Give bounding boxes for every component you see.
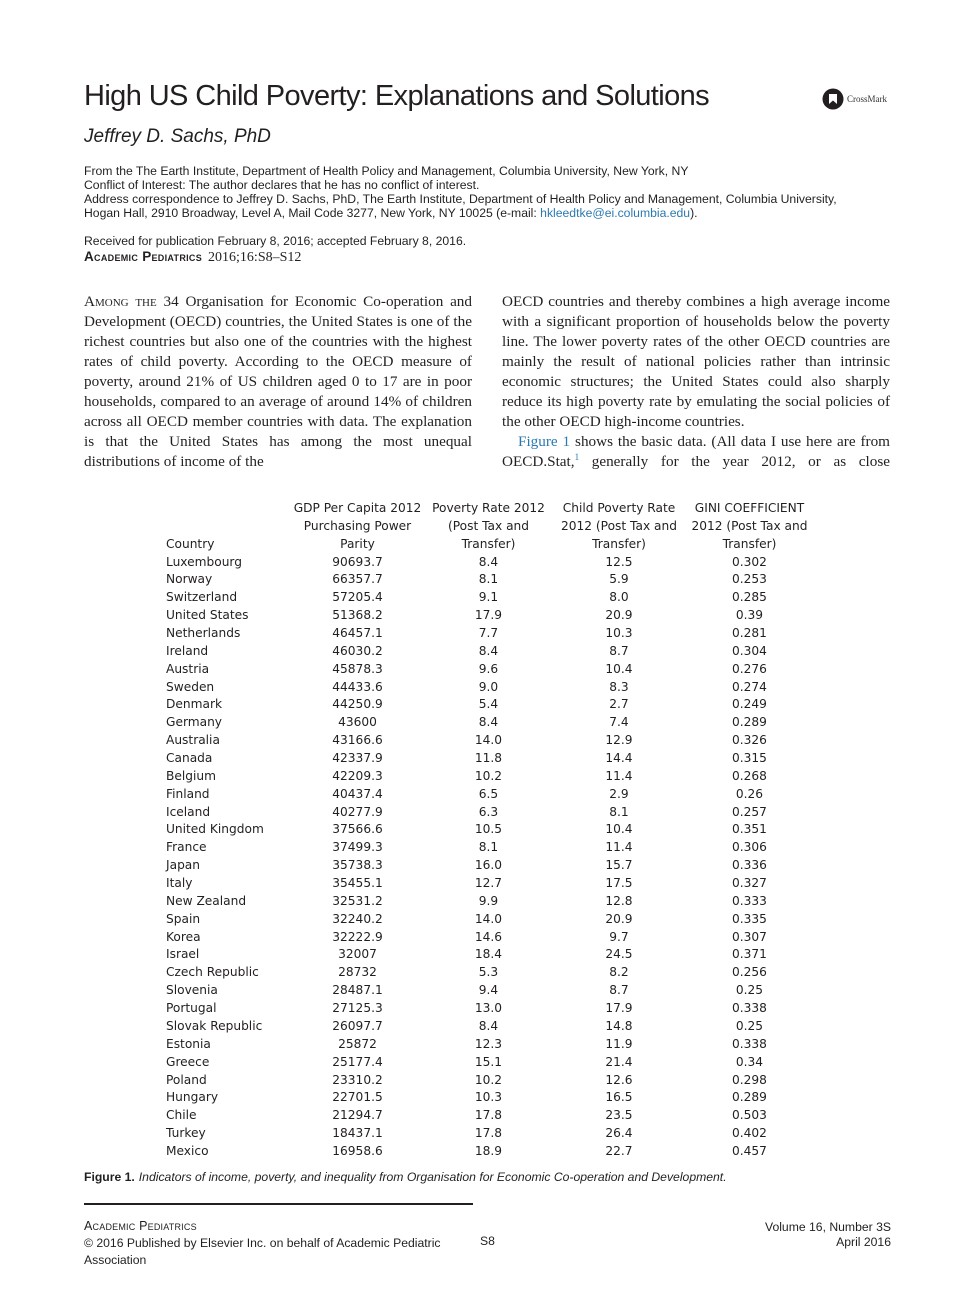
cell-child-poverty: 9.7 (609, 929, 629, 944)
cell-poverty-rate: 8.4 (478, 643, 499, 658)
cell-poverty-rate: 6.5 (478, 786, 499, 801)
cell-gdp: 44433.6 (332, 679, 383, 694)
cell-country: Belgium (166, 768, 216, 783)
affiliation-block (84, 164, 894, 220)
cell-country: Mexico (166, 1143, 209, 1158)
cell-gini: 0.285 (732, 590, 767, 605)
cell-poverty-rate: 9.6 (478, 661, 499, 676)
cell-child-poverty: 12.8 (605, 893, 633, 908)
body-column-left (84, 292, 472, 472)
cell-gdp: 40437.4 (332, 786, 383, 801)
cell-poverty-rate: 14.6 (474, 929, 503, 944)
cell-gdp: 32222.9 (332, 929, 383, 944)
cell-child-poverty: 16.5 (605, 1090, 633, 1105)
cell-country: Czech Republic (166, 965, 259, 980)
cell-country: Portugal (166, 1001, 217, 1016)
cell-gini: 0.307 (732, 929, 767, 944)
cell-gdp: 27125.3 (332, 1001, 383, 1016)
cell-gini: 0.457 (732, 1143, 767, 1158)
journal-citation (84, 249, 301, 266)
figure-ref-text: shows the basic data. (All data I use here are from OECD.Stat, (502, 433, 890, 470)
figure-1-table (166, 500, 815, 1161)
cell-gdp: 35738.3 (332, 858, 383, 873)
table-row (166, 1107, 815, 1125)
table-row (166, 571, 815, 589)
cell-child-poverty: 20.9 (605, 608, 633, 623)
footer-volume: Volume 16, Number 3S (764, 1220, 891, 1234)
address-prefix: Hogan Hall, 2910 Broadway, Level A, Mail Code 3277, New York, NY 10025 (e-mail: (84, 206, 541, 220)
cell-country: Italy (166, 876, 193, 891)
paragraph-figure-ref (502, 432, 890, 472)
cell-poverty-rate: 8.1 (478, 840, 499, 855)
cell-child-poverty: 20.9 (605, 911, 633, 926)
cell-gini: 0.335 (732, 911, 767, 926)
cell-child-poverty: 7.4 (609, 715, 629, 730)
table-body (166, 554, 815, 1161)
cell-gdp: 37566.6 (332, 822, 383, 837)
cell-country: Iceland (166, 804, 211, 819)
cell-country: Sweden (166, 679, 215, 694)
cell-country: Finland (166, 786, 210, 801)
table-row (166, 804, 815, 822)
cell-poverty-rate: 11.8 (474, 751, 503, 766)
cell-gdp: 66357.7 (332, 572, 383, 587)
cell-gini: 0.326 (732, 733, 767, 748)
cell-country: Germany (166, 715, 223, 730)
cell-gdp: 25872 (338, 1036, 377, 1051)
table-row (166, 1072, 815, 1090)
cell-gini: 0.26 (735, 786, 764, 801)
table-row (166, 1000, 815, 1018)
header-poverty-rate: Poverty Rate 2012 (Post Tax and Transfer) (432, 501, 545, 551)
cell-gdp: 16958.6 (332, 1143, 383, 1158)
cell-child-poverty: 12.9 (605, 733, 633, 748)
table-row (166, 893, 815, 911)
cell-gdp: 32240.2 (332, 911, 383, 926)
cell-country: Hungary (166, 1090, 219, 1105)
cell-gdp: 43600 (338, 715, 377, 730)
cell-gdp: 37499.3 (332, 840, 383, 855)
header-country: Country (166, 536, 215, 551)
cell-country: Turkey (166, 1126, 206, 1141)
table-row (166, 625, 815, 643)
cell-country: Denmark (166, 697, 223, 712)
cell-poverty-rate: 10.2 (474, 768, 503, 783)
cell-gdp: 32531.2 (332, 893, 383, 908)
cell-country: Slovenia (166, 983, 218, 998)
cell-child-poverty: 10.4 (605, 822, 633, 837)
table-header-row (166, 500, 815, 554)
cell-gini: 0.274 (732, 679, 767, 694)
cell-child-poverty: 12.6 (605, 1072, 633, 1087)
footer-date: April 2016 (836, 1235, 891, 1249)
cell-poverty-rate: 18.4 (474, 947, 503, 962)
cell-country: France (166, 840, 207, 855)
figure-caption (84, 1170, 727, 1184)
table-row (166, 1125, 815, 1143)
cell-gini: 0.256 (732, 965, 767, 980)
correspondence-address: Address correspondence to Jeffrey D. Sachs, PhD, The Earth Institute, Department of Health Policy and Management, Columbia University, (84, 192, 837, 206)
table-row (166, 875, 815, 893)
cell-country: Spain (166, 911, 201, 926)
cell-child-poverty: 10.3 (605, 626, 633, 641)
table-row (166, 750, 815, 768)
cell-gdp: 23310.2 (332, 1072, 383, 1087)
cell-gini: 0.327 (732, 876, 767, 891)
cell-gdp: 32007 (338, 947, 377, 962)
cell-gini: 0.249 (732, 697, 767, 712)
table-row (166, 714, 815, 732)
page-number: S8 (480, 1234, 495, 1248)
footer-copyright-cont: Association (84, 1253, 147, 1267)
cell-child-poverty: 8.7 (609, 643, 629, 658)
table-row (166, 554, 815, 572)
cell-gini: 0.304 (732, 643, 767, 658)
cell-child-poverty: 23.5 (605, 1108, 633, 1123)
cell-poverty-rate: 14.0 (474, 733, 503, 748)
cell-gdp: 42337.9 (332, 751, 383, 766)
footer-copyright: © 2016 Published by Elsevier Inc. on behalf of Academic Pediatric (84, 1236, 441, 1250)
intro-text: 34 Organisation for Economic Co-operation and Development (OECD) countries, the United States is one of the richest countries but also one of the countries with the highest rates of child poverty. According to the OECD measure of poverty, around 21% of US children aged 0 to 17 are in poor households, compared to an average of around 14% of children across all OECD member countries with data. The explanation is that the United States has among the most unequal distributions of income of the (84, 293, 472, 470)
cell-gdp: 28732 (338, 965, 377, 980)
cell-poverty-rate: 10.5 (474, 822, 503, 837)
cell-gdp: 28487.1 (332, 983, 383, 998)
table-row (166, 732, 815, 750)
cell-gdp: 25177.4 (332, 1054, 383, 1069)
cell-child-poverty: 5.9 (609, 572, 629, 587)
cell-poverty-rate: 9.0 (478, 679, 499, 694)
cell-gdp: 18437.1 (332, 1126, 383, 1141)
figure-1-link[interactable]: Figure 1 (518, 433, 571, 450)
cell-poverty-rate: 13.0 (474, 1001, 503, 1016)
cell-child-poverty: 8.3 (609, 679, 629, 694)
cell-country: Greece (166, 1054, 210, 1069)
cell-gdp: 90693.7 (332, 554, 383, 569)
cell-country: United Kingdom (166, 822, 264, 837)
cell-gdp: 22701.5 (332, 1090, 383, 1105)
cell-country: Ireland (166, 643, 209, 658)
cell-gini: 0.39 (735, 608, 764, 623)
cell-poverty-rate: 17.8 (474, 1108, 503, 1123)
cell-child-poverty: 24.5 (605, 947, 633, 962)
cell-gini: 0.371 (732, 947, 767, 962)
cell-child-poverty: 10.4 (605, 661, 633, 676)
cell-gini: 0.333 (732, 893, 767, 908)
cell-gini: 0.338 (732, 1001, 767, 1016)
cell-gini: 0.289 (732, 1090, 767, 1105)
cell-gini: 0.306 (732, 840, 767, 855)
table-row (166, 1089, 815, 1107)
cell-child-poverty: 12.5 (605, 554, 633, 569)
table-row (166, 643, 815, 661)
table-row (166, 679, 815, 697)
cell-gdp: 35455.1 (332, 876, 383, 891)
footer-rule (84, 1203, 473, 1205)
figure-ref-text-cont: generally for the year 2012, or as close (579, 453, 890, 470)
cell-country: Estonia (166, 1036, 211, 1051)
cell-gini: 0.336 (732, 858, 767, 873)
cell-poverty-rate: 12.3 (474, 1036, 503, 1051)
cell-gdp: 51368.2 (332, 608, 383, 623)
table-row (166, 929, 815, 947)
cell-poverty-rate: 9.1 (478, 590, 499, 605)
cell-child-poverty: 26.4 (605, 1126, 633, 1141)
cell-gini: 0.298 (732, 1072, 767, 1087)
paragraph-continued: OECD countries and thereby combines a high average income with a significant proportion of households below the poverty line. The lower poverty rates of the other OECD countries are mainly the result of national policies rather than intrinsic economic structures; the United States could also sharply reduce its high poverty rate by emulating the social policies of the other OECD high-income countries. (502, 293, 890, 430)
cell-child-poverty: 8.2 (609, 965, 629, 980)
cell-country: Canada (166, 751, 213, 766)
cell-gini: 0.268 (732, 768, 767, 783)
table-row (166, 786, 815, 804)
cell-poverty-rate: 5.3 (478, 965, 499, 980)
cell-poverty-rate: 14.0 (474, 911, 503, 926)
cell-country: Japan (166, 858, 200, 873)
table-row (166, 964, 815, 982)
cell-poverty-rate: 7.7 (478, 626, 499, 641)
cell-poverty-rate: 5.4 (478, 697, 499, 712)
cell-poverty-rate: 12.7 (474, 876, 503, 891)
cell-child-poverty: 14.4 (605, 751, 633, 766)
journal-cite: 2016;16:S8–S12 (208, 250, 302, 265)
author-name: Jeffrey D. Sachs, PhD (84, 126, 271, 147)
table-row (166, 1054, 815, 1072)
table-row (166, 768, 815, 786)
caption-label: Figure 1. (84, 1170, 135, 1184)
cell-poverty-rate: 18.9 (474, 1143, 503, 1158)
cell-gini: 0.302 (732, 554, 767, 569)
cell-country: Korea (166, 929, 201, 944)
dropcap: A (84, 293, 95, 310)
cell-child-poverty: 22.7 (605, 1143, 633, 1158)
cell-gdp: 45878.3 (332, 661, 383, 676)
cell-gdp: 26097.7 (332, 1018, 383, 1033)
cell-gini: 0.276 (732, 661, 767, 676)
table-row (166, 1036, 815, 1054)
cell-poverty-rate: 15.1 (474, 1054, 503, 1069)
cell-gdp: 43166.6 (332, 733, 383, 748)
header-gini: GINI COEFFICIENT 2012 (Post Tax and Transfer) (691, 501, 808, 551)
table-row (166, 857, 815, 875)
cell-gini: 0.338 (732, 1036, 767, 1051)
cell-poverty-rate: 17.9 (474, 608, 503, 623)
cell-gini: 0.289 (732, 715, 767, 730)
cell-poverty-rate: 16.0 (474, 858, 503, 873)
crossmark-badge[interactable] (822, 88, 887, 110)
cell-poverty-rate: 8.4 (478, 1018, 499, 1033)
cell-country: Israel (166, 947, 200, 962)
cell-gini: 0.34 (735, 1054, 764, 1069)
cell-gini: 0.25 (735, 983, 764, 998)
cell-country: Poland (166, 1072, 207, 1087)
cell-country: Luxembourg (166, 554, 242, 569)
crossmark-icon (822, 88, 844, 110)
cell-country: Norway (166, 572, 213, 587)
received-date: Received for publication February 8, 2016; accepted February 8, 2016. (84, 234, 467, 248)
table-row (166, 911, 815, 929)
cell-poverty-rate: 8.1 (478, 572, 499, 587)
cell-country: Slovak Republic (166, 1018, 263, 1033)
table-row (166, 661, 815, 679)
table-row (166, 982, 815, 1000)
crossmark-label: CrossMark (847, 94, 887, 104)
cell-gini: 0.281 (732, 626, 767, 641)
cell-gini: 0.315 (732, 751, 767, 766)
table-row (166, 946, 815, 964)
cell-poverty-rate: 8.4 (478, 715, 499, 730)
cell-child-poverty: 2.9 (609, 786, 629, 801)
cell-gini: 0.257 (732, 804, 767, 819)
cell-child-poverty: 8.1 (609, 804, 629, 819)
cell-country: Switzerland (166, 590, 238, 605)
cell-gdp: 44250.9 (332, 697, 383, 712)
intro-paragraph (84, 292, 472, 472)
affiliation-from: From the The Earth Institute, Department of Health Policy and Management, Columbia University, New York, NY (84, 164, 689, 178)
table-row (166, 589, 815, 607)
cell-gini: 0.351 (732, 822, 767, 837)
table-row (166, 1018, 815, 1036)
cell-poverty-rate: 6.3 (478, 804, 499, 819)
cell-child-poverty: 17.5 (605, 876, 633, 891)
footer-publisher (84, 1218, 504, 1269)
cell-poverty-rate: 9.9 (478, 893, 499, 908)
cell-child-poverty: 14.8 (605, 1018, 633, 1033)
caption-text: Indicators of income, poverty, and inequality from Organisation for Economic Co-operation and Development. (138, 1170, 727, 1184)
cell-country: Austria (166, 661, 210, 676)
journal-name: Academic Pediatrics (84, 249, 203, 264)
cell-gdp: 46457.1 (332, 626, 383, 641)
cell-country: United States (166, 608, 249, 623)
cell-gdp: 46030.2 (332, 643, 383, 658)
lead-in: mong the (94, 293, 157, 310)
table-row (166, 607, 815, 625)
cell-gini: 0.402 (732, 1126, 767, 1141)
table-row (166, 839, 815, 857)
cell-child-poverty: 8.0 (609, 590, 629, 605)
cell-country: Australia (166, 733, 220, 748)
header-child-poverty: Child Poverty Rate 2012 (Post Tax and Transfer) (561, 501, 677, 551)
cell-child-poverty: 8.7 (609, 983, 629, 998)
cell-child-poverty: 2.7 (609, 697, 629, 712)
cell-gini: 0.253 (732, 572, 767, 587)
article-title: High US Child Poverty: Explanations and Solutions (84, 80, 710, 112)
cell-child-poverty: 11.4 (605, 840, 633, 855)
table-row (166, 696, 815, 714)
correspondence-address-cont (84, 206, 894, 220)
footer-journal: Academic Pediatrics (84, 1219, 197, 1233)
cell-poverty-rate: 8.4 (478, 554, 499, 569)
cell-child-poverty: 11.4 (605, 768, 633, 783)
email-link[interactable]: hkleedtke@ei.columbia.edu (540, 206, 691, 220)
cell-child-poverty: 11.9 (605, 1036, 633, 1051)
table-row (166, 821, 815, 839)
footer-issue (765, 1220, 891, 1250)
conflict-of-interest: Conflict of Interest: The author declares that he has no conflict of interest. (84, 178, 480, 192)
reference-1-link[interactable]: 1 (574, 451, 580, 462)
cell-poverty-rate: 17.8 (474, 1126, 503, 1141)
cell-country: Netherlands (166, 626, 241, 641)
cell-child-poverty: 21.4 (605, 1054, 633, 1069)
cell-gdp: 42209.3 (332, 768, 383, 783)
table-row (166, 1143, 815, 1161)
cell-child-poverty: 17.9 (605, 1001, 633, 1016)
cell-gdp: 57205.4 (332, 590, 383, 605)
header-gdp: GDP Per Capita 2012 Purchasing Power Parity (293, 501, 422, 551)
cell-gini: 0.503 (732, 1108, 767, 1123)
address-suffix: ). (690, 206, 698, 220)
cell-gini: 0.25 (735, 1018, 764, 1033)
cell-country: New Zealand (166, 893, 247, 908)
cell-child-poverty: 15.7 (605, 858, 633, 873)
cell-poverty-rate: 9.4 (478, 983, 499, 998)
cell-gdp: 21294.7 (332, 1108, 383, 1123)
cell-poverty-rate: 10.3 (474, 1090, 503, 1105)
body-column-right (502, 292, 890, 472)
cell-poverty-rate: 10.2 (474, 1072, 503, 1087)
cell-gdp: 40277.9 (332, 804, 383, 819)
cell-country: Chile (166, 1108, 197, 1123)
